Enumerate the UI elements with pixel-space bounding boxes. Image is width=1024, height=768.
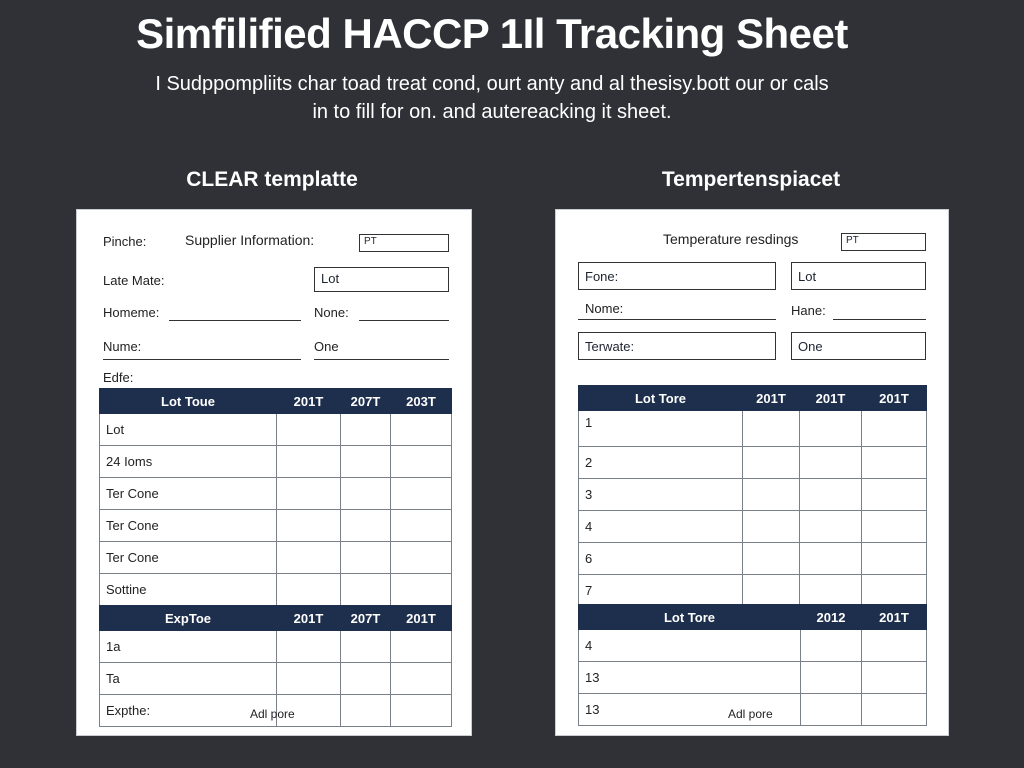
table-cell[interactable]	[277, 574, 341, 606]
table-cell[interactable]	[277, 478, 341, 510]
table-cell[interactable]	[341, 510, 391, 542]
subtitle-line-2: in to fill for on. and autereacking it sheet.	[312, 101, 672, 123]
table-cell[interactable]	[862, 543, 927, 575]
table-row	[579, 662, 927, 694]
row-label: 1	[579, 411, 743, 447]
column-header: 207T	[341, 389, 391, 414]
pinche-label: Pinche:	[103, 234, 147, 249]
table-row	[100, 542, 452, 574]
row-label: Sottine	[100, 574, 277, 606]
column-header: 203T	[391, 389, 452, 414]
table-row	[100, 478, 452, 510]
row-label: 13	[579, 662, 801, 694]
table-cell[interactable]	[862, 447, 927, 479]
table-row	[579, 447, 927, 479]
table-cell[interactable]	[277, 414, 341, 446]
none-field[interactable]	[359, 320, 449, 321]
table-cell[interactable]	[391, 414, 452, 446]
column-header: 201T	[391, 606, 452, 631]
late-mate-label: Late Mate:	[103, 273, 165, 288]
row-label: 13	[579, 694, 801, 726]
table-cell[interactable]	[391, 446, 452, 478]
table-cell[interactable]	[277, 663, 341, 695]
column-header: 201T	[862, 386, 927, 411]
row-label: 3	[579, 479, 743, 511]
right-footnote: Adl pore	[728, 707, 773, 721]
column-header: Lot Tore	[579, 605, 801, 630]
temperature-readings-field[interactable]: PT	[841, 233, 926, 251]
table-cell[interactable]	[862, 630, 927, 662]
table-cell[interactable]	[341, 663, 391, 695]
row-label: 4	[579, 511, 743, 543]
table-cell[interactable]	[277, 542, 341, 574]
table-cell[interactable]	[800, 543, 862, 575]
table-row	[100, 574, 452, 606]
hane-field[interactable]	[833, 319, 926, 320]
table-row	[579, 575, 927, 607]
column-header: 201T	[277, 389, 341, 414]
lot-table	[99, 388, 452, 606]
table-cell[interactable]	[391, 663, 452, 695]
table-row	[100, 510, 452, 542]
table-cell[interactable]	[277, 446, 341, 478]
hane-label: Hane:	[791, 303, 826, 318]
table-row	[579, 630, 927, 662]
table-cell[interactable]	[743, 447, 800, 479]
row-label: 1a	[100, 631, 277, 663]
column-header: 201T	[800, 386, 862, 411]
table-cell[interactable]	[800, 479, 862, 511]
right-panel-heading: Tempertenspiacet	[661, 168, 841, 191]
column-header: 201T	[862, 605, 927, 630]
table-cell[interactable]	[801, 694, 862, 726]
table-cell[interactable]	[800, 575, 862, 607]
one-label: One	[314, 339, 339, 354]
nume-label: Nume:	[103, 339, 142, 354]
table-cell[interactable]	[341, 695, 391, 727]
table-cell[interactable]	[800, 411, 862, 447]
table-cell[interactable]	[862, 575, 927, 607]
table-cell[interactable]	[391, 631, 452, 663]
table-cell[interactable]	[801, 662, 862, 694]
row-label: 7	[579, 575, 743, 607]
edfe-label: Edfe:	[103, 370, 134, 385]
supplier-info-label: Supplier Information:	[185, 232, 315, 248]
page-subtitle	[60, 70, 924, 126]
homeme-label: Homeme:	[103, 305, 160, 320]
page-title: Simfilified HACCP 1Il Tracking Sheet	[136, 10, 848, 57]
table-cell[interactable]	[743, 543, 800, 575]
table-cell[interactable]	[743, 511, 800, 543]
column-header: 207T	[341, 606, 391, 631]
table-cell[interactable]	[277, 631, 341, 663]
table-cell[interactable]	[391, 510, 452, 542]
table-row	[579, 411, 927, 447]
table-row	[579, 511, 927, 543]
column-header: Lot Toue	[100, 389, 277, 414]
table-row	[100, 414, 452, 446]
late-mate-field[interactable]: Lot	[314, 267, 449, 292]
table-cell[interactable]	[862, 694, 927, 726]
row-label: 6	[579, 543, 743, 575]
table-cell[interactable]	[801, 630, 862, 662]
table-cell[interactable]	[391, 574, 452, 606]
table-row	[579, 479, 927, 511]
table-cell[interactable]	[391, 695, 452, 727]
table-row	[100, 663, 452, 695]
row-label: Ta	[100, 663, 277, 695]
table-cell[interactable]	[391, 542, 452, 574]
none-label: None:	[314, 305, 349, 320]
table-cell[interactable]	[341, 414, 391, 446]
row-label: 4	[579, 630, 801, 662]
column-header: 201T	[743, 386, 800, 411]
one-field[interactable]	[314, 359, 449, 360]
table-cell[interactable]	[743, 575, 800, 607]
left-template-sheet	[76, 209, 472, 736]
row-label: 2	[579, 447, 743, 479]
row-label: Lot	[100, 414, 277, 446]
table-cell[interactable]	[743, 479, 800, 511]
table-cell[interactable]	[341, 631, 391, 663]
right-template-sheet	[555, 209, 949, 736]
column-header: 201T	[277, 606, 341, 631]
table-cell[interactable]	[341, 542, 391, 574]
nume-field[interactable]	[103, 359, 301, 360]
homeme-field[interactable]	[169, 320, 301, 321]
one-field[interactable]: One	[791, 332, 926, 360]
table-cell[interactable]	[862, 479, 927, 511]
table-cell[interactable]	[862, 662, 927, 694]
table-cell[interactable]	[277, 510, 341, 542]
left-panel-heading: CLEAR templatte	[186, 168, 358, 191]
supplier-info-field[interactable]: PT	[359, 234, 449, 252]
column-header: Lot Tore	[579, 386, 743, 411]
column-header: 2012	[801, 605, 862, 630]
table-cell[interactable]	[800, 511, 862, 543]
row-label: Ter Cone	[100, 478, 277, 510]
table-row	[579, 543, 927, 575]
table-cell[interactable]	[341, 478, 391, 510]
table-row	[100, 446, 452, 478]
fone-field[interactable]: Fone:	[578, 262, 776, 290]
table-cell[interactable]	[341, 574, 391, 606]
temperature-readings-label: Temperature resdings	[663, 231, 799, 247]
temperature-table	[578, 385, 927, 607]
table-cell[interactable]	[341, 446, 391, 478]
lot-field[interactable]: Lot	[791, 262, 926, 290]
table-cell[interactable]	[743, 411, 800, 447]
row-label: Ter Cone	[100, 510, 277, 542]
table-cell[interactable]	[862, 511, 927, 543]
table-row	[100, 631, 452, 663]
row-label: Ter Cone	[100, 542, 277, 574]
subtitle-line-1: I Sudppompliits char toad treat cond, ourt anty and al thesisy.bott our or cals	[155, 73, 829, 95]
row-label: Expthe:	[100, 695, 277, 727]
nome-label: Nome:	[585, 301, 624, 316]
nome-field[interactable]	[578, 319, 776, 320]
terwate-field[interactable]: Terwate:	[578, 332, 776, 360]
table-cell[interactable]	[391, 478, 452, 510]
left-footnote: Adl pore	[250, 707, 295, 721]
row-label: 24 Ioms	[100, 446, 277, 478]
table-cell[interactable]	[800, 447, 862, 479]
table-cell[interactable]	[862, 411, 927, 447]
column-header: ExpToe	[100, 606, 277, 631]
